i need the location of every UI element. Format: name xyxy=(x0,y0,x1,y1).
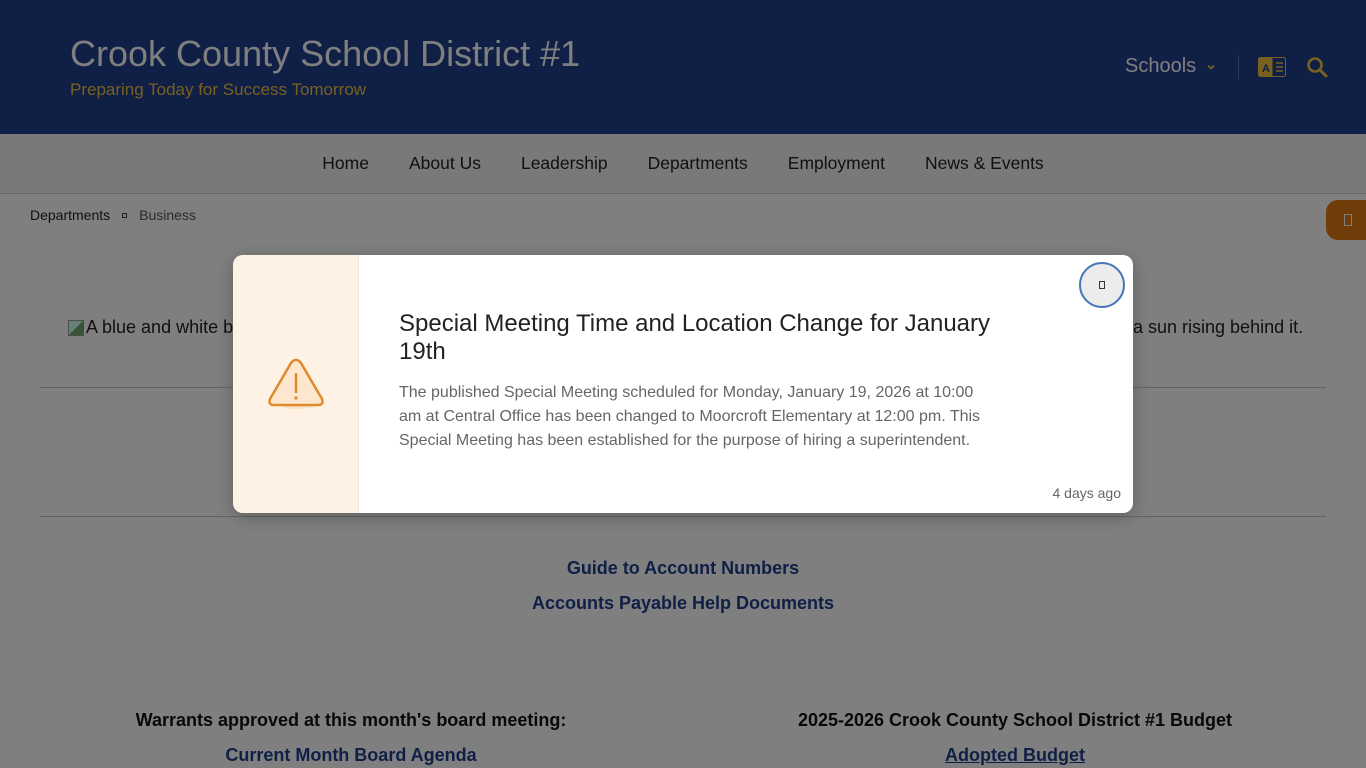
alert-icon-panel xyxy=(233,255,359,513)
close-button[interactable] xyxy=(1079,262,1125,308)
warning-triangle-icon xyxy=(264,355,328,413)
alert-modal xyxy=(233,255,1133,513)
close-icon xyxy=(1099,281,1105,289)
alert-timestamp: 4 days ago xyxy=(1052,485,1121,501)
alert-title: Special Meeting Time and Location Change for January 19th xyxy=(399,310,991,365)
alert-body: The published Special Meeting scheduled for Monday, January 19, 2026 at 10:00 am at Central Office has been changed to Moorcroft Elementary at 12:00 pm. This Special Meeting has been established for the purpose of hiring a superintendent. xyxy=(399,384,981,449)
